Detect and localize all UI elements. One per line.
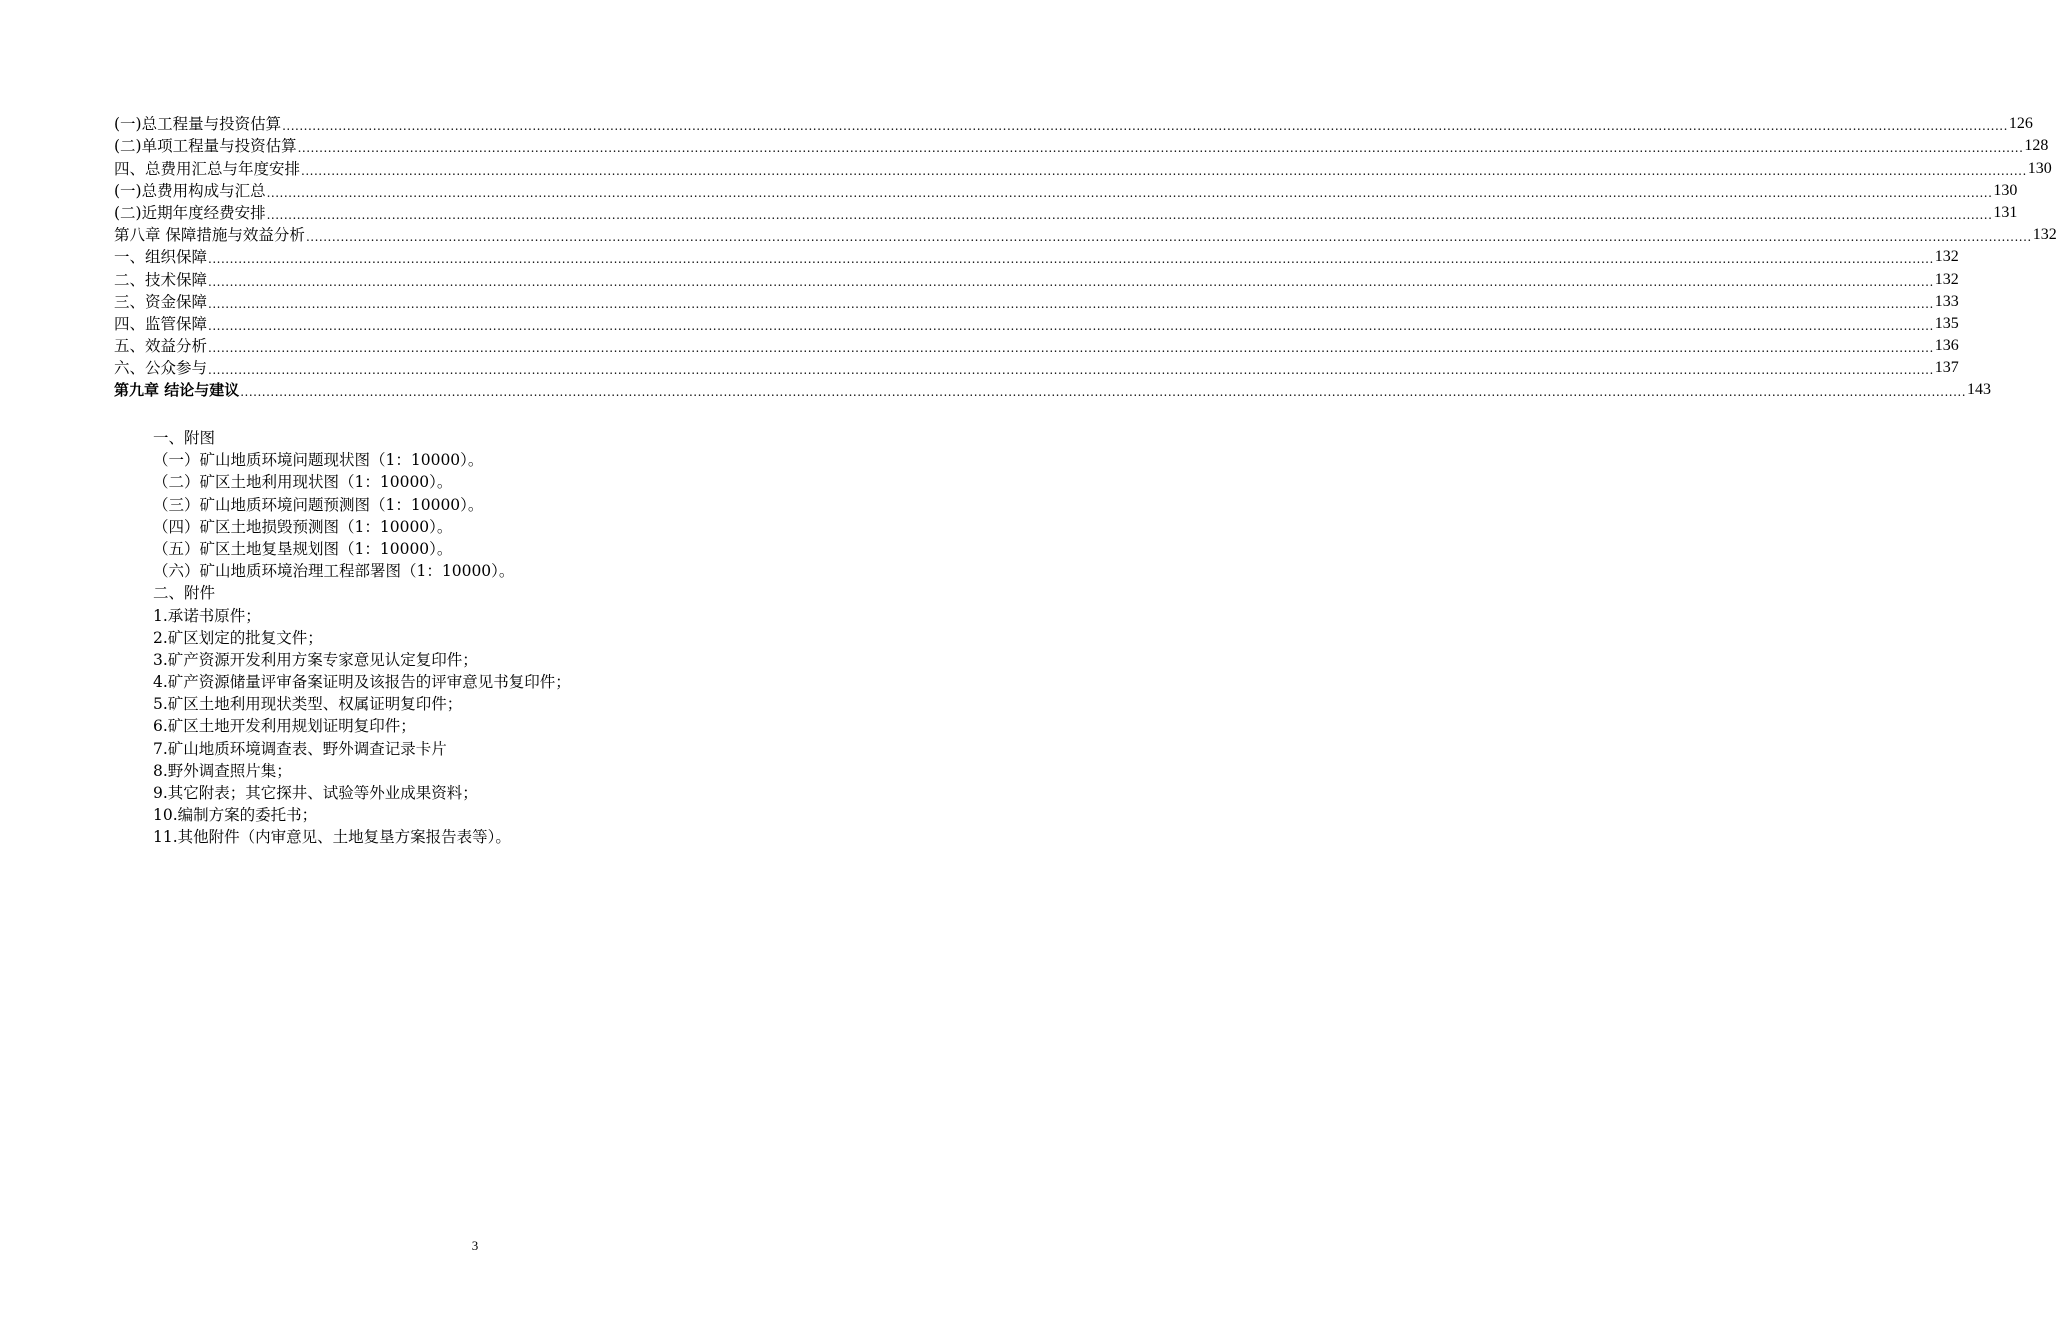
toc-leader-dots: ................................................................................................................................................................................................................................................................................................................................................................................................................	[297, 141, 2024, 156]
appendix-line: （二）矿区土地利用现状图（1：10000）。	[153, 473, 453, 492]
toc-entry[interactable]	[114, 334, 1959, 356]
toc-leader-dots: ................................................................................................................................................................................................................................................................................................................................................................................................................	[208, 363, 1934, 378]
toc-leader-dots: ................................................................................................................................................................................................................................................................................................................................................................................................................	[208, 274, 1934, 289]
page-number: 3	[471, 1238, 479, 1253]
toc-entry-page: 132	[2032, 226, 2057, 244]
toc-entry-page: 135	[1934, 314, 1959, 332]
appendix-line: 二、附件	[153, 584, 216, 603]
appendix-line: 5.矿区土地利用现状类型、权属证明复印件；	[153, 695, 463, 714]
toc-leader-dots: ................................................................................................................................................................................................................................................................................................................................................................................................................	[266, 207, 1993, 222]
toc-entry[interactable]	[114, 201, 2018, 223]
appendix-line: （六）矿山地质环境治理工程部署图（1：10000）。	[153, 562, 515, 581]
toc-entry-title: 二、技术保障	[114, 270, 208, 289]
appendix-line: 1.承诺书原件；	[153, 606, 261, 625]
toc-entry-title: (二)近期年度经费安排	[114, 203, 266, 222]
toc-entry[interactable]	[114, 245, 1959, 267]
appendix-line: （三）矿山地质环境问题预测图（1：10000）。	[153, 495, 484, 514]
appendix-line: 一、附图	[153, 429, 216, 447]
toc-leader-dots: ................................................................................................................................................................................................................................................................................................................................................................................................................	[282, 119, 2008, 134]
appendix-line: （一）矿山地质环境问题现状图（1：10000）。	[153, 451, 484, 470]
toc-entry-title: 四、监管保障	[114, 314, 208, 333]
appendix-list	[153, 427, 853, 849]
toc-entry-title: (一)总费用构成与汇总	[114, 181, 266, 200]
appendix-line: （五）矿区土地复垦规划图（1：10000）。	[153, 539, 453, 558]
toc-entry[interactable]	[114, 223, 2057, 245]
toc-leader-dots: ................................................................................................................................................................................................................................................................................................................................................................................................................	[208, 318, 1934, 333]
toc-entry[interactable]	[114, 112, 2033, 134]
appendix-line: 7.矿山地质环境调查表、野外调查记录卡片	[153, 739, 447, 758]
appendix-line: 6.矿区土地开发利用规划证明复印件；	[153, 717, 416, 736]
toc-entry-page: 130	[2027, 159, 2052, 177]
toc-entry-page: 133	[1934, 292, 1959, 310]
toc-entry-page: 130	[1993, 181, 2018, 199]
toc-leader-dots: ................................................................................................................................................................................................................................................................................................................................................................................................................	[266, 185, 1993, 200]
toc-entry[interactable]	[114, 134, 2049, 156]
toc-entry[interactable]	[114, 156, 2052, 178]
toc-entry[interactable]	[114, 179, 2018, 201]
toc-entry-title: 六、公众参与	[114, 359, 208, 378]
toc-entry[interactable]	[114, 312, 1959, 334]
toc-entry[interactable]	[114, 378, 1992, 400]
toc-entry-title: 五、效益分析	[114, 337, 208, 356]
appendix-line: 10.编制方案的委托书；	[153, 806, 318, 825]
toc-entry-page: 126	[2008, 115, 2033, 133]
toc-entry-page: 132	[1934, 248, 1959, 266]
table-of-contents	[114, 112, 2057, 400]
toc-entry[interactable]	[114, 356, 1959, 378]
toc-entry[interactable]	[114, 267, 1959, 289]
toc-entry-title: (二)单项工程量与投资估算	[114, 137, 297, 156]
toc-entry-title: 三、资金保障	[114, 292, 208, 311]
appendix-line: 9.其它附表；其它探井、试验等外业成果资料；	[153, 784, 478, 802]
appendix-line: （四）矿区土地损毁预测图（1：10000）。	[153, 517, 453, 536]
toc-entry-title: 一、组织保障	[114, 248, 208, 267]
toc-entry-page: 143	[1967, 381, 1992, 399]
appendix-line: 4.矿产资源储量评审备案证明及该报告的评审意见书复印件；	[153, 673, 571, 692]
toc-leader-dots: ................................................................................................................................................................................................................................................................................................................................................................................................................	[208, 341, 1934, 356]
toc-entry-page: 137	[1934, 359, 1959, 377]
appendix-line: 8.野外调查照片集；	[153, 761, 292, 780]
toc-entry-page: 132	[1934, 270, 1959, 288]
appendix-line: 11.其他附件（内审意见、土地复垦方案报告表等）。	[153, 828, 511, 847]
toc-entry[interactable]	[114, 290, 1959, 312]
toc-entry-page: 136	[1934, 337, 1959, 355]
toc-entry-page: 131	[1993, 203, 2018, 221]
toc-entry-title: (一)总工程量与投资估算	[114, 115, 282, 134]
toc-entry-title: 第八章 保障措施与效益分析	[114, 226, 305, 245]
toc-leader-dots: ................................................................................................................................................................................................................................................................................................................................................................................................................	[301, 163, 2027, 178]
toc-leader-dots: ................................................................................................................................................................................................................................................................................................................................................................................................................	[240, 385, 1967, 400]
toc-leader-dots: ................................................................................................................................................................................................................................................................................................................................................................................................................	[305, 230, 2032, 245]
appendix-line: 2.矿区划定的批复文件；	[153, 628, 323, 647]
toc-leader-dots: ................................................................................................................................................................................................................................................................................................................................................................................................................	[208, 296, 1934, 311]
toc-entry-page: 128	[2024, 137, 2049, 155]
toc-entry-title: 第九章 结论与建议	[114, 381, 240, 400]
toc-leader-dots: ................................................................................................................................................................................................................................................................................................................................................................................................................	[208, 252, 1934, 267]
toc-entry-title: 四、总费用汇总与年度安排	[114, 159, 301, 178]
appendix-line: 3.矿产资源开发利用方案专家意见认定复印件；	[153, 650, 478, 669]
